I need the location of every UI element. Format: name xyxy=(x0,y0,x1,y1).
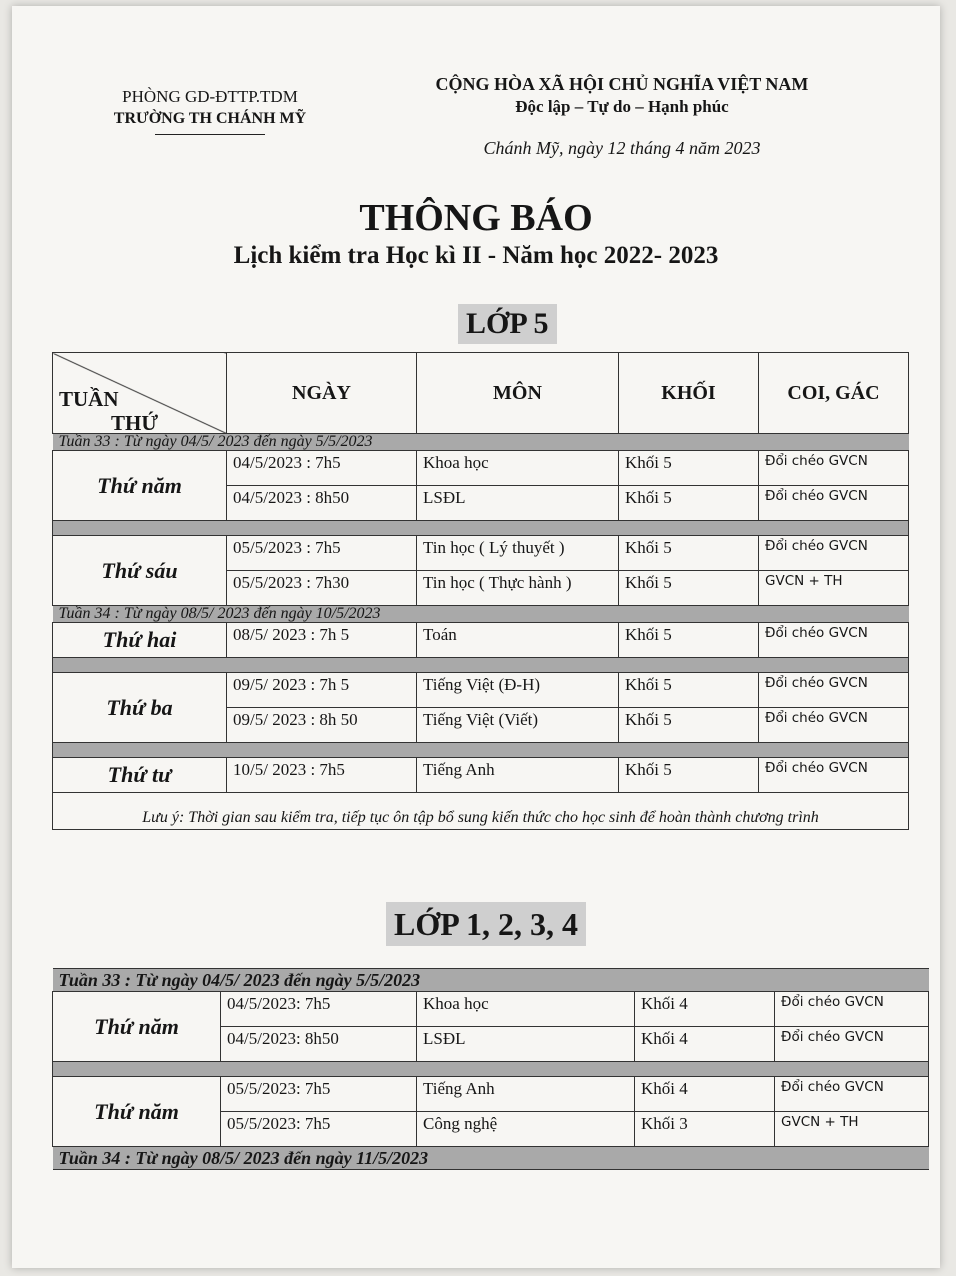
divider xyxy=(155,134,265,135)
subject-cell: Tiếng Việt (Viết) xyxy=(417,708,619,743)
separator-cell xyxy=(53,658,909,673)
date-cell: 05/5/2023 : 7h5 xyxy=(227,536,417,571)
proctor-cell: GVCN + TH xyxy=(775,1112,929,1147)
subject-cell: Công nghệ xyxy=(417,1112,635,1147)
separator-row xyxy=(53,743,909,758)
agency-header xyxy=(90,86,330,135)
separator-cell xyxy=(53,521,909,536)
date-cell: 04/5/2023: 7h5 xyxy=(221,992,417,1027)
school-name: TRƯỜNG TH CHÁNH MỸ xyxy=(113,110,307,127)
subject-cell: Khoa học xyxy=(417,992,635,1027)
subject-cell: Tin học ( Lý thuyết ) xyxy=(417,536,619,571)
document-subtitle: Lịch kiểm tra Học kì II - Năm học 2022- 2023 xyxy=(233,242,719,269)
proctor-header: COI, GÁC xyxy=(759,353,909,434)
grade-cell: Khối 5 xyxy=(619,673,759,708)
subject-cell: LSĐL xyxy=(417,1027,635,1062)
subject-cell: Toán xyxy=(417,623,619,658)
week-label: Tuần 33 : Từ ngày 04/5/ 2023 đến ngày 5/5/2023 xyxy=(53,434,909,451)
subject-cell: Khoa học xyxy=(417,451,619,486)
proctor-cell: GVCN + TH xyxy=(759,571,909,606)
day-cell: Thứ năm xyxy=(53,451,227,521)
date-header: NGÀY xyxy=(227,353,417,434)
date-cell: 04/5/2023 : 8h50 xyxy=(227,486,417,521)
proctor-cell: Đổi chéo GVCN xyxy=(759,758,909,793)
table-row xyxy=(53,758,909,793)
nation-name: CỘNG HÒA XÃ HỘI CHỦ NGHĨA VIỆT NAM xyxy=(435,74,809,94)
note-row xyxy=(53,793,909,830)
date-cell: 09/5/ 2023 : 7h 5 xyxy=(227,673,417,708)
grade1234-schedule-table xyxy=(52,968,929,1170)
date-cell: 08/5/ 2023 : 7h 5 xyxy=(227,623,417,658)
subject-cell: LSĐL xyxy=(417,486,619,521)
document-page xyxy=(12,6,940,1268)
nation-motto: Độc lập – Tự do – Hạnh phúc xyxy=(515,97,729,116)
day-cell: Thứ năm xyxy=(53,992,221,1062)
week-row xyxy=(53,606,909,623)
day-header: THỨ xyxy=(111,411,159,435)
subject-cell: Tin học ( Thực hành ) xyxy=(417,571,619,606)
subject-header: MÔN xyxy=(417,353,619,434)
grade-cell: Khối 5 xyxy=(619,758,759,793)
table-row xyxy=(53,451,909,486)
grade-cell: Khối 5 xyxy=(619,571,759,606)
date-cell: 05/5/2023: 7h5 xyxy=(221,1077,417,1112)
proctor-cell: Đổi chéo GVCN xyxy=(759,486,909,521)
grade-header: KHỐI xyxy=(619,353,759,434)
document-date: Chánh Mỹ, ngày 12 tháng 4 năm 2023 xyxy=(483,138,761,158)
table-row xyxy=(53,992,929,1027)
grade-cell: Khối 5 xyxy=(619,536,759,571)
grade1234-heading: LỚP 1, 2, 3, 4 xyxy=(386,902,586,946)
proctor-cell: Đổi chéo GVCN xyxy=(775,992,929,1027)
day-cell: Thứ sáu xyxy=(53,536,227,606)
proctor-cell: Đổi chéo GVCN xyxy=(775,1027,929,1062)
grade-cell: Khối 5 xyxy=(619,708,759,743)
date-cell: 04/5/2023 : 7h5 xyxy=(227,451,417,486)
proctor-cell: Đổi chéo GVCN xyxy=(759,673,909,708)
date-cell: 09/5/ 2023 : 8h 50 xyxy=(227,708,417,743)
week-row xyxy=(53,1147,929,1170)
table-row xyxy=(53,623,909,658)
date-cell: 04/5/2023: 8h50 xyxy=(221,1027,417,1062)
grade5-heading: LỚP 5 xyxy=(458,304,557,344)
document-title: THÔNG BÁO xyxy=(359,197,593,239)
grade-cell: Khối 4 xyxy=(635,992,775,1027)
day-cell: Thứ hai xyxy=(53,623,227,658)
proctor-cell: Đổi chéo GVCN xyxy=(775,1077,929,1112)
table-row xyxy=(53,536,909,571)
subject-cell: Tiếng Anh xyxy=(417,1077,635,1112)
subject-cell: Tiếng Việt (Đ-H) xyxy=(417,673,619,708)
national-header xyxy=(392,72,852,159)
week-row xyxy=(53,969,929,992)
table-row xyxy=(53,1077,929,1112)
date-cell: 05/5/2023: 7h5 xyxy=(221,1112,417,1147)
note-text: Lưu ý: Thời gian sau kiểm tra, tiếp tục ôn tập bổ sung kiến thức cho học sinh để hoàn thành chương trình xyxy=(53,793,909,830)
grade-cell: Khối 5 xyxy=(619,486,759,521)
grade-cell: Khối 4 xyxy=(635,1077,775,1112)
day-cell: Thứ tư xyxy=(53,758,227,793)
date-cell: 10/5/ 2023 : 7h5 xyxy=(227,758,417,793)
separator-cell xyxy=(53,743,909,758)
day-cell: Thứ năm xyxy=(53,1077,221,1147)
separator-cell xyxy=(53,1062,929,1077)
subject-cell: Tiếng Anh xyxy=(417,758,619,793)
grade-cell: Khối 4 xyxy=(635,1027,775,1062)
day-cell: Thứ ba xyxy=(53,673,227,743)
week-label: Tuần 33 : Từ ngày 04/5/ 2023 đến ngày 5/5/2023 xyxy=(53,969,929,992)
table-header-row xyxy=(53,353,909,434)
table-row xyxy=(53,673,909,708)
agency-name: PHÒNG GD-ĐTTP.TDM xyxy=(122,87,298,106)
proctor-cell: Đổi chéo GVCN xyxy=(759,623,909,658)
week-header: TUẦN xyxy=(59,387,119,411)
week-label: Tuần 34 : Từ ngày 08/5/ 2023 đến ngày 10/5/2023 xyxy=(53,606,909,623)
proctor-cell: Đổi chéo GVCN xyxy=(759,451,909,486)
separator-row xyxy=(53,521,909,536)
grade5-schedule-table xyxy=(52,352,909,830)
week-row xyxy=(53,434,909,451)
week-label: Tuần 34 : Từ ngày 08/5/ 2023 đến ngày 11/5/2023 xyxy=(53,1147,929,1170)
week-day-header xyxy=(53,353,227,434)
separator-row xyxy=(53,1062,929,1077)
grade-cell: Khối 3 xyxy=(635,1112,775,1147)
proctor-cell: Đổi chéo GVCN xyxy=(759,536,909,571)
grade-cell: Khối 5 xyxy=(619,451,759,486)
date-cell: 05/5/2023 : 7h30 xyxy=(227,571,417,606)
grade-cell: Khối 5 xyxy=(619,623,759,658)
proctor-cell: Đổi chéo GVCN xyxy=(759,708,909,743)
separator-row xyxy=(53,658,909,673)
